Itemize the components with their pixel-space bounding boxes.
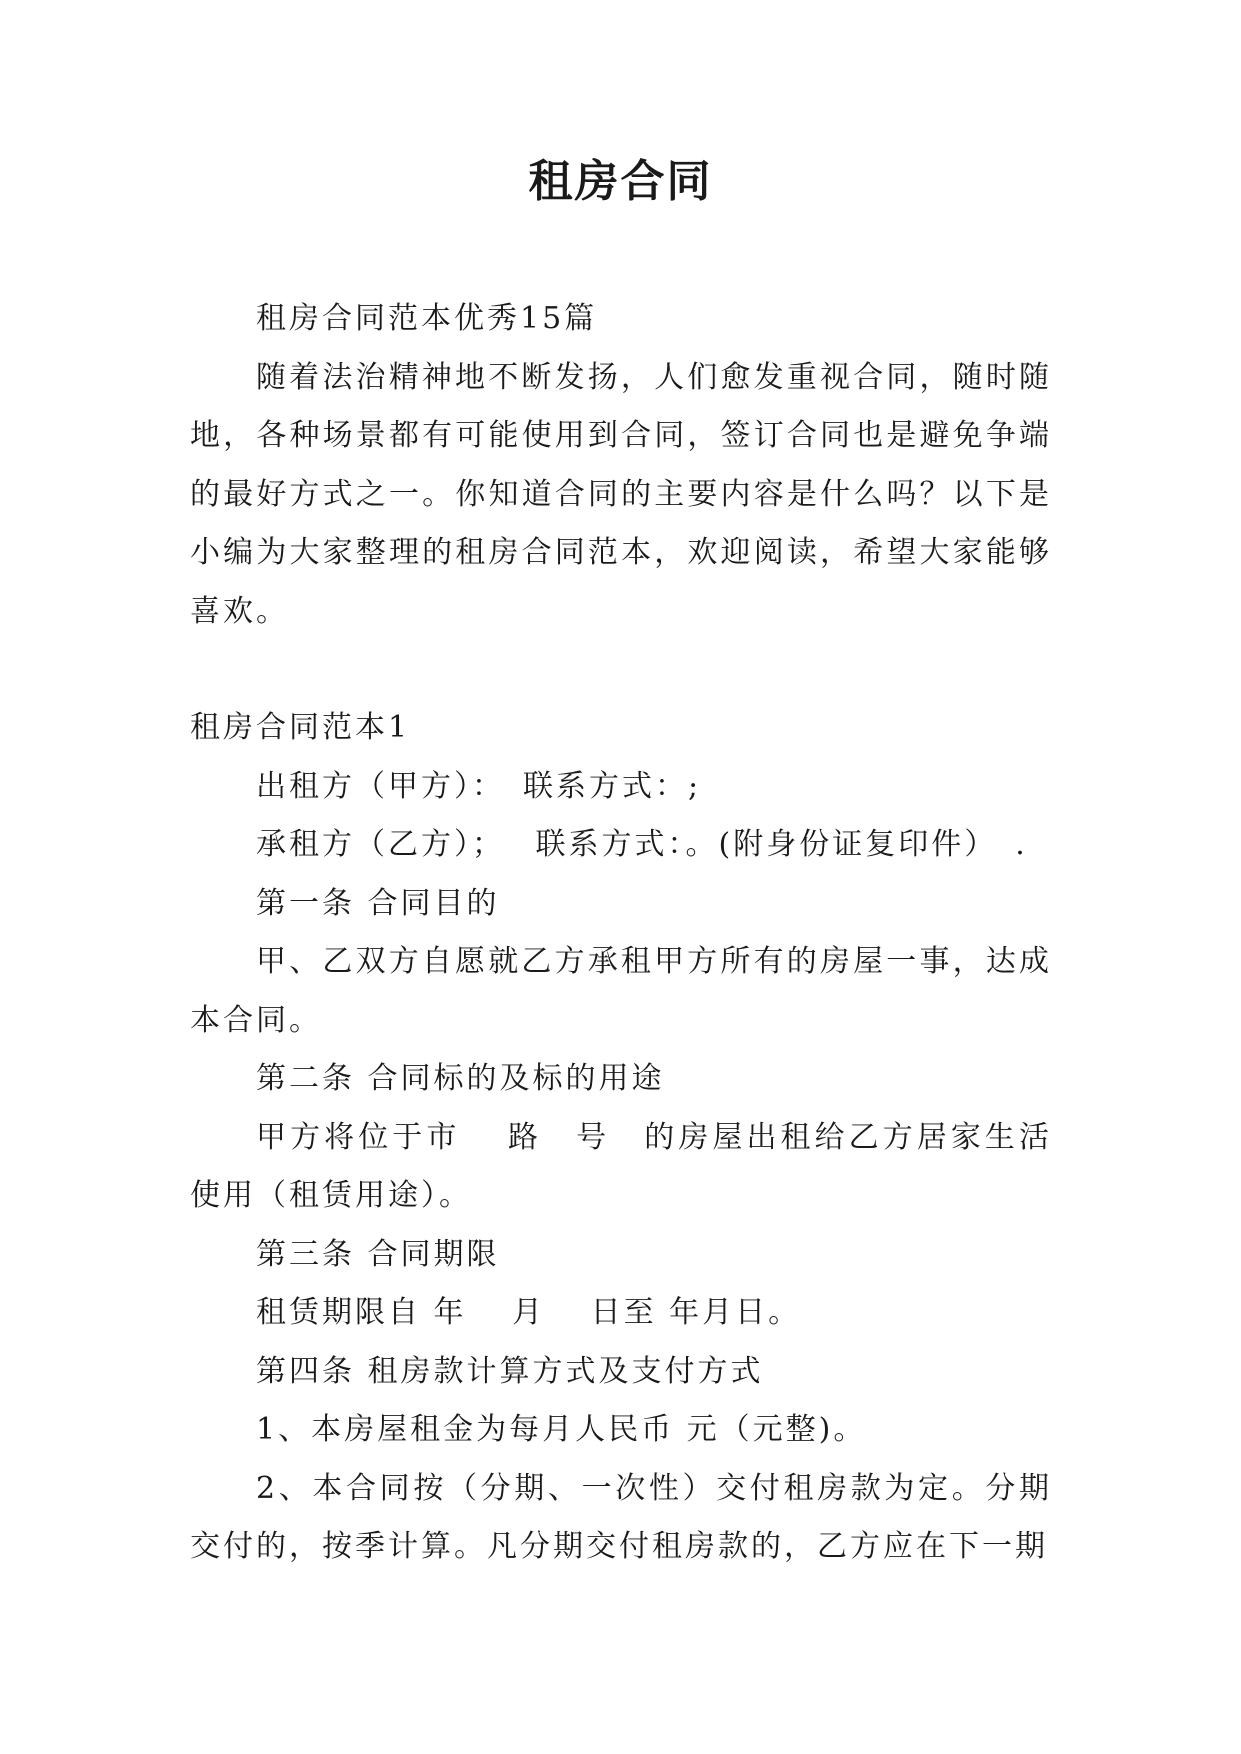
article-1-heading: 第一条 合同目的 bbox=[256, 885, 500, 921]
article-3-heading: 第三条 合同期限 bbox=[256, 1236, 500, 1272]
paragraph-lessee: 承租方（乙方）； 联系方式：。(附身份证复印件） . bbox=[256, 827, 1028, 862]
paragraph-intro: 随着法治精神地不断发扬，人们愈发重视合同，随时随地，各种场景都有可能使用到合同，签订合同也是避免争端的最好方式之一。你知道合同的主要内容是什么吗？以下是小编为大家整理的租房合同范本，欢迎阅读，希望大家能够喜欢。 bbox=[190, 359, 1052, 629]
article-4-heading: 第四条 租房款计算方式及支付方式 bbox=[256, 1353, 764, 1389]
article-3-body: 租赁期限自 年 月 日至 年月日。 bbox=[256, 1295, 802, 1330]
document-body bbox=[190, 290, 1052, 1577]
article-4-item-2: 2、本合同按（分期、一次性）交付租房款为定。分期交付的，按季计算。凡分期交付租房款的，乙方应在下一期 bbox=[190, 1470, 1052, 1564]
document-title: 租房合同 bbox=[528, 156, 713, 207]
article-1-body: 甲、乙双方自愿就乙方承租甲方所有的房屋一事，达成本合同。 bbox=[190, 944, 1052, 1038]
section-heading: 租房合同范本1 bbox=[190, 710, 411, 745]
paragraph-lessor: 出租方（甲方）： 联系方式：; bbox=[256, 768, 702, 804]
article-4-item-1: 1、本房屋租金为每月人民币 元（元整)。 bbox=[256, 1412, 867, 1447]
section-spacer bbox=[190, 641, 1052, 699]
article-2-body: 甲方将位于市 路 号 的房屋出租给乙方居家生活 使用（租赁用途）。 bbox=[190, 1119, 1052, 1213]
paragraph-subtitle: 租房合同范本优秀15篇 bbox=[256, 301, 598, 336]
article-2-heading: 第二条 合同标的及标的用途 bbox=[256, 1061, 665, 1096]
